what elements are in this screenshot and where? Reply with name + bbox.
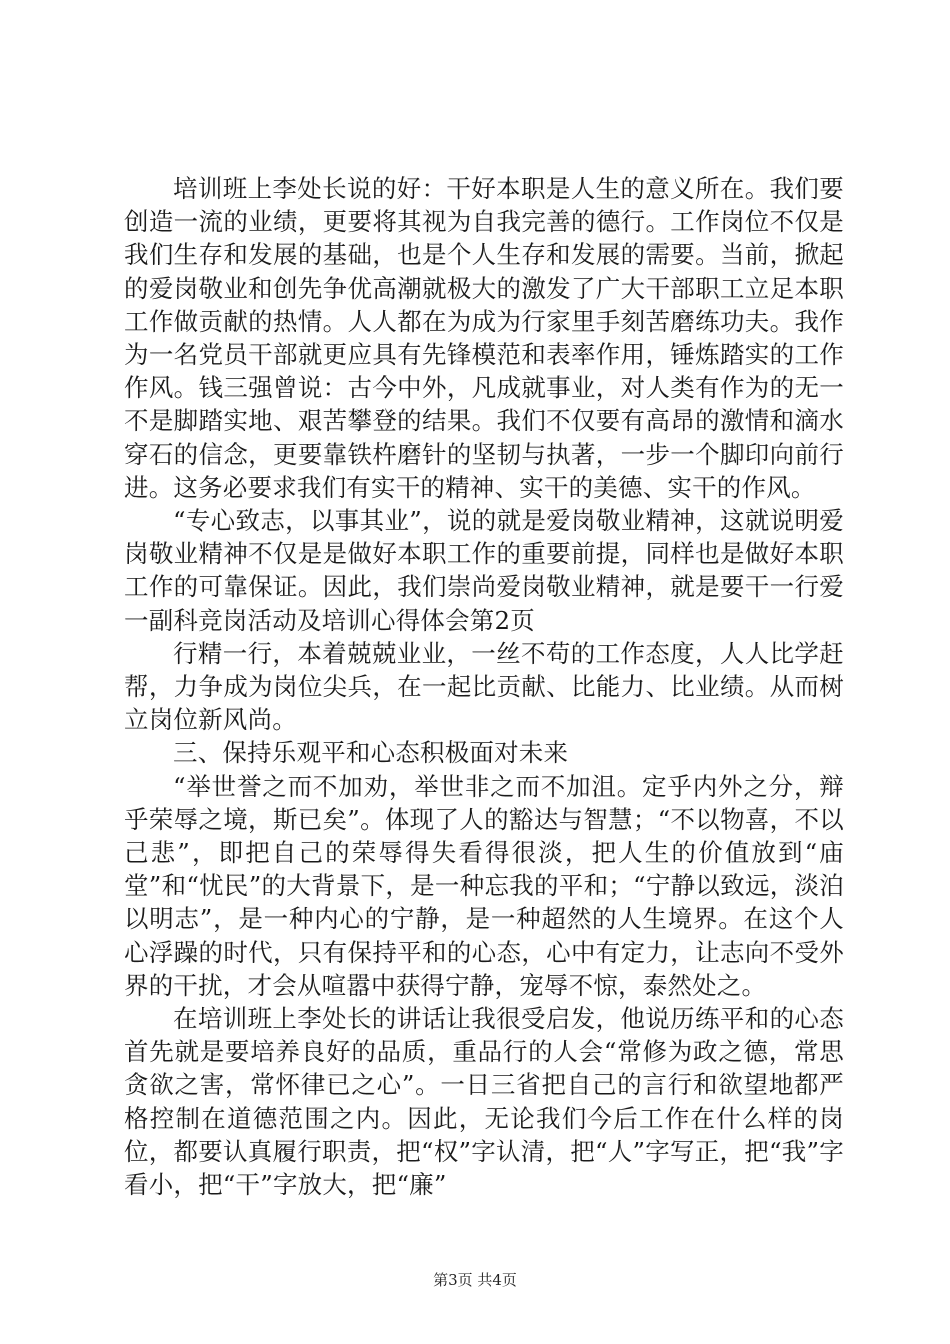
paragraph-5: 在培训班上李处长的讲话让我很受启发，他说历练平和的心态首先就是要培养良好的品质，重品行的人会“常修为政之德，常思贪欲之害，常怀律已之心”。一日三省把自己的言行和欲望地都严格控制在道德范围之内。因此，无论我们今后工作在什么样的岗位，都要认真履行职责，把“权”字认清，把“人”字写正，把“我”字看小，把“干”字放大，把“廉” bbox=[124, 1004, 844, 1200]
paragraph-4: “举世誉之而不加劝，举世非之而不加沮。定乎内外之分，辩乎荣辱之境，斯已矣”。体现了人的豁达与智慧；“不以物喜，不以己悲”，即把自己的荣辱得失看得很淡，把人生的价值放到“庙堂”和“忧民”的大背景下，是一种忘我的平和；“宁静以致远，淡泊以明志”，是一种内心的宁静，是一种超然的人生境界。在这个人心浮躁的时代，只有保持平和的心态，心中有定力，让志向不受外界的干扰，才会从喧嚣中获得宁静，宠辱不惊，泰然处之。 bbox=[124, 771, 844, 1000]
page-footer: 第3页 共4页 bbox=[433, 1271, 517, 1289]
paragraph-2: “专心致志，以事其业”，说的就是爱岗敬业精神，这就说明爱岗敬业精神不仅是是做好本职工作的重要前提，同样也是做好本职工作的可靠保证。因此，我们崇尚爱岗敬业精神，就是要干一行爱一副科竞岗活动及培训心得体会第2页 bbox=[124, 506, 844, 635]
section-heading: 三、保持乐观平和心态积极面对未来 bbox=[173, 738, 569, 768]
document-body bbox=[124, 172, 844, 1201]
paragraph-3: 行精一行，本着兢兢业业，一丝不苟的工作态度，人人比学赶帮，力争成为岗位尖兵，在一起比贡献、比能力、比业绩。从而树立岗位新风尚。 bbox=[124, 638, 844, 735]
paragraph-1: 培训班上李处长说的好：干好本职是人生的意义所在。我们要创造一流的业绩，更要将其视为自我完善的德行。工作岗位不仅是我们生存和发展的基础，也是个人生存和发展的需要。当前，掀起的爱岗敬业和创先争优高潮就极大的激发了广大干部职工立足本职工作做贡献的热情。人人都在为成为行家里手刻苦磨练功夫。我作为一名党员干部就更应具有先锋模范和表率作用，锤炼踏实的工作作风。钱三强曾说：古今中外，凡成就事业，对人类有作为的无一不是脚踏实地、艰苦攀登的结果。我们不仅要有高昂的激情和滴水穿石的信念，更要靠铁杵磨针的坚韧与执著，一步一个脚印向前行进。这务必要求我们有实干的精神、实干的美德、实干的作风。 bbox=[124, 174, 844, 502]
